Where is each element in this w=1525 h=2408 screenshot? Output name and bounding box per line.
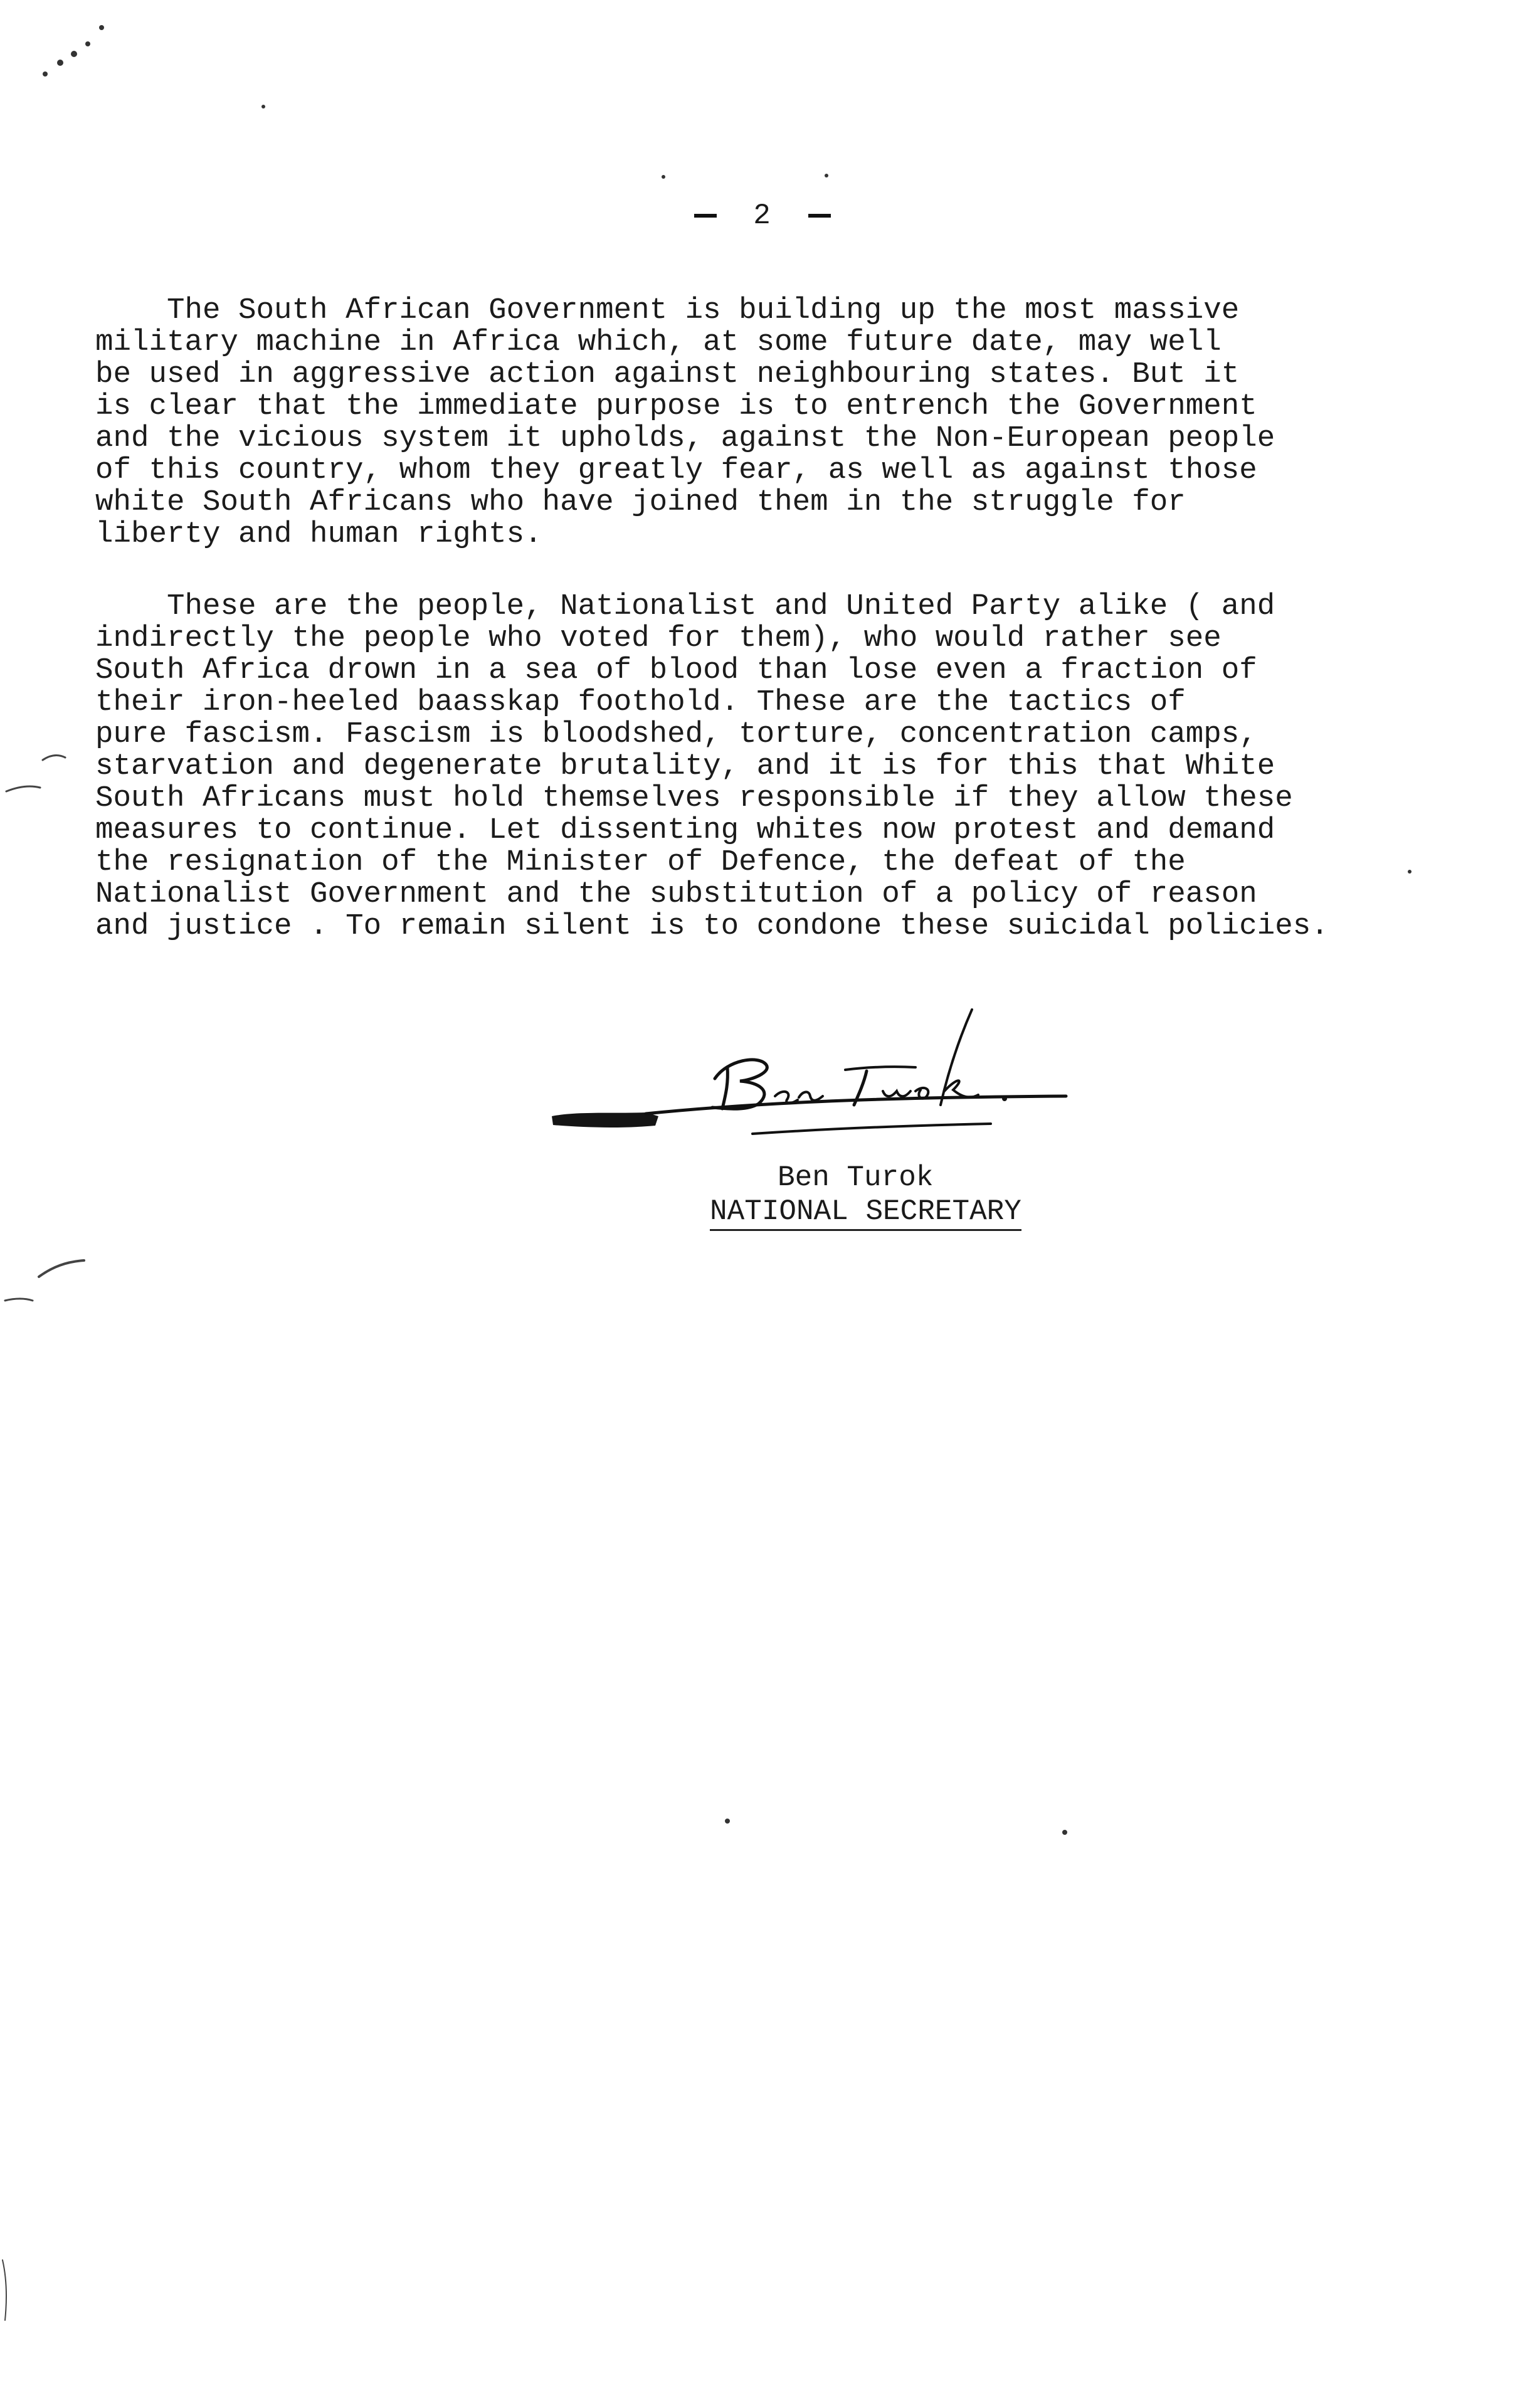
letter-body bbox=[95, 295, 1437, 983]
text-line: South Africa drown in a sea of blood than lose even a fraction of bbox=[95, 653, 1257, 687]
text-line: their iron-heeled baasskap foothold. These are the tactics of bbox=[95, 685, 1186, 719]
page-number: 2 bbox=[753, 199, 772, 232]
text-line: and justice . To remain silent is to condone these suicidal policies. bbox=[95, 909, 1329, 943]
text-line: measures to continue. Let dissenting whites now protest and demand bbox=[95, 813, 1275, 847]
paragraph-2 bbox=[95, 591, 1437, 943]
text-line: military machine in Africa which, at some future date, may well bbox=[95, 325, 1222, 359]
text-line: white South Africans who have joined them in the struggle for bbox=[95, 485, 1186, 519]
text-line: starvation and degenerate brutality, and it is for this that White bbox=[95, 749, 1275, 783]
text-line: Nationalist Government and the substitution of a policy of reason bbox=[95, 877, 1257, 911]
signer-title: NATIONAL SECRETARY bbox=[710, 1195, 1021, 1231]
text-line: These are the people, Nationalist and United Party alike ( and bbox=[95, 589, 1275, 623]
signer-name: Ben Turok bbox=[778, 1161, 934, 1194]
page-number-dash-left bbox=[694, 214, 717, 218]
page-number-dash-right bbox=[808, 214, 831, 218]
handwritten-signature bbox=[539, 997, 1079, 1154]
text-line: indirectly the people who voted for them), who would rather see bbox=[95, 621, 1222, 655]
text-line: South Africans must hold themselves responsible if they allow these bbox=[95, 781, 1293, 815]
text-line: the resignation of the Minister of Defence, the defeat of the bbox=[95, 845, 1186, 879]
text-line: liberty and human rights. bbox=[95, 517, 542, 551]
text-line: is clear that the immediate purpose is to entrench the Government bbox=[95, 389, 1257, 423]
text-line: and the vicious system it upholds, against the Non-European people bbox=[95, 421, 1275, 455]
text-line: of this country, whom they greatly fear, as well as against those bbox=[95, 453, 1257, 487]
page-number-header bbox=[0, 199, 1525, 232]
signature-block bbox=[539, 997, 1104, 1228]
text-line: pure fascism. Fascism is bloodshed, torture, concentration camps, bbox=[95, 717, 1257, 751]
text-line: The South African Government is building up the most massive bbox=[95, 293, 1240, 327]
text-line: be used in aggressive action against neighbouring states. But it bbox=[95, 357, 1240, 391]
paragraph-1 bbox=[95, 295, 1437, 551]
